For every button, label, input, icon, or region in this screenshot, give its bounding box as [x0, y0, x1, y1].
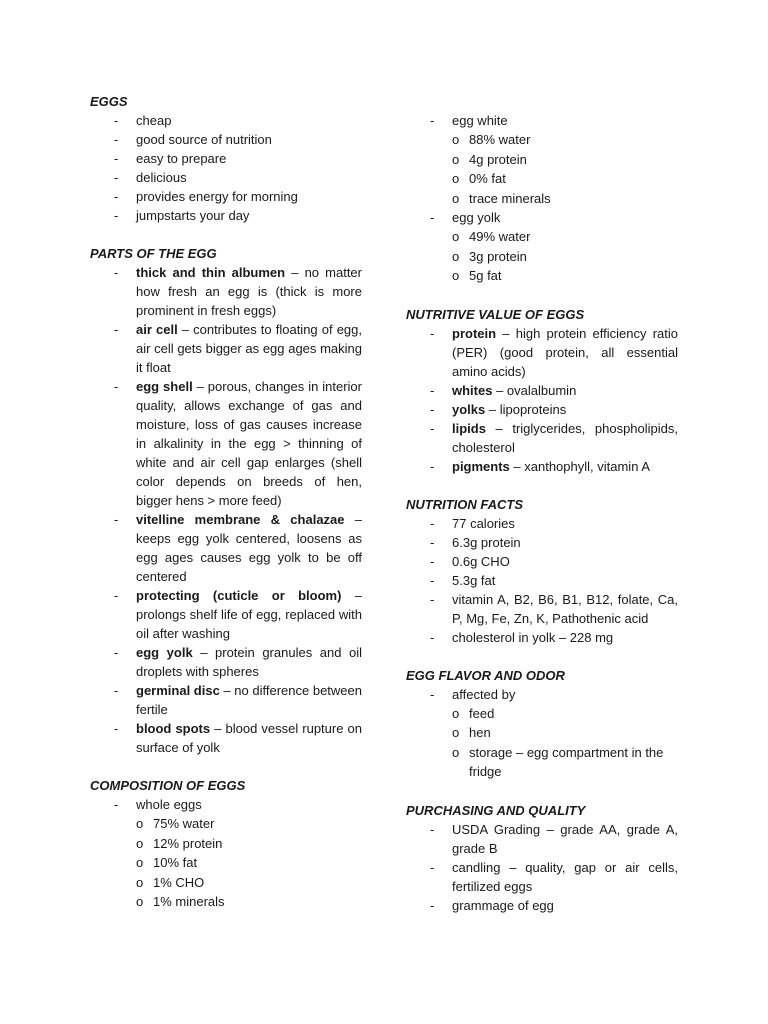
sublist-item: o 49% water: [452, 227, 678, 247]
definition: – no difference between fertile: [136, 683, 362, 717]
section-heading-nutritive: NUTRITIVE VALUE OF EGGS: [406, 306, 585, 322]
definition: – contributes to floating of egg, air cell gets bigger as egg ages making it float: [136, 322, 362, 375]
list-item: - candling – quality, gap or air cells, fertilized eggs: [406, 858, 678, 896]
parts-list: [90, 263, 362, 757]
list-item: - cheap: [90, 111, 362, 130]
item-label: affected by: [452, 686, 516, 702]
term: germinal disc: [136, 683, 220, 698]
sublist-item: o feed: [452, 704, 678, 724]
term: yolks: [452, 401, 486, 417]
composition-list: [90, 795, 362, 912]
list-item: - 0.6g CHO: [406, 552, 678, 571]
sublist-item: o 12% protein: [136, 834, 362, 854]
list-item: [90, 263, 362, 320]
sublist-item: o hen: [452, 723, 678, 743]
facts-list: [406, 514, 678, 647]
list-item: [406, 324, 678, 381]
list-item: - 5.3g fat: [406, 571, 678, 590]
list-item: [406, 208, 678, 286]
definition: – prolongs shelf life of egg, replaced with oil after washing: [136, 588, 362, 641]
term: egg yolk: [136, 645, 193, 660]
sublist-item: o storage – egg compartment in the fridge: [452, 743, 678, 782]
sublist-item: o 1% CHO: [136, 873, 362, 893]
list-item: [90, 320, 362, 377]
list-item: [406, 685, 678, 782]
definition: – triglycerides, phospholipids, cholesterol: [452, 420, 678, 455]
spacer: [406, 476, 678, 495]
list-item: - 6.3g protein: [406, 533, 678, 552]
spacer: [406, 286, 678, 305]
left-column: [90, 92, 362, 912]
definition: – no matter how fresh an egg is (thick is more prominent in fresh eggs): [136, 265, 362, 318]
list-item: [90, 643, 362, 681]
term: lipids: [452, 420, 486, 436]
definition: – xanthophyll, vitamin A: [509, 458, 650, 474]
term: protein: [452, 325, 497, 341]
list-item: - jumpstarts your day: [90, 206, 362, 225]
definition: – porous, changes in interior quality, allows exchange of gas and moisture, loss of gas causes increase in alkalinity in the egg > thinning of white and air cell gap enlarges (shell color depends on breeds of hen, bigger hens > more feed): [136, 379, 362, 508]
composition-sublist: [136, 814, 362, 912]
list-item: [90, 795, 362, 912]
section-heading-facts: NUTRITION FACTS: [406, 496, 523, 512]
flavor-sublist: [452, 704, 678, 782]
definition: – keeps egg yolk centered, loosens as egg ages causes egg yolk to be off centered: [136, 512, 362, 584]
spacer: [406, 647, 678, 666]
sublist-item: o 4g protein: [452, 150, 678, 170]
list-item: - cholesterol in yolk – 228 mg: [406, 628, 678, 647]
definition: – high protein efficiency ratio (PER) (good protein, all essential amino acids): [452, 325, 678, 379]
sublist-item: o 5g fat: [452, 266, 678, 286]
list-item: [406, 457, 678, 476]
list-item: [406, 419, 678, 457]
list-item: [90, 681, 362, 719]
term: air cell: [136, 322, 178, 337]
section-heading-purchasing: PURCHASING AND QUALITY: [406, 802, 586, 818]
eggs-list: [90, 111, 362, 225]
definition: – blood vessel rupture on surface of yolk: [136, 721, 362, 755]
sublist-item: o 75% water: [136, 814, 362, 834]
sublist-item: o 3g protein: [452, 247, 678, 267]
list-item: - delicious: [90, 168, 362, 187]
definition: – protein granules and oil droplets with spheres: [136, 645, 362, 679]
right-column: [406, 111, 678, 915]
term: egg shell: [136, 379, 193, 394]
term: thick and thin albumen: [136, 265, 286, 280]
term: whites: [452, 382, 493, 398]
list-item: [90, 719, 362, 757]
list-item: - easy to prepare: [90, 149, 362, 168]
spacer: [90, 757, 362, 776]
sublist-item: o 0% fat: [452, 169, 678, 189]
list-item: [90, 377, 362, 510]
egg-white-sublist: [452, 130, 678, 208]
list-item: - vitamin A, B2, B6, B1, B12, folate, Ca, P, Mg, Fe, Zn, K, Pathothenic acid: [406, 590, 678, 628]
item-label: whole eggs: [136, 797, 202, 812]
list-item: - provides energy for morning: [90, 187, 362, 206]
sublist-item: o 1% minerals: [136, 892, 362, 912]
definition: – ovalalbumin: [492, 382, 577, 398]
term: pigments: [452, 458, 510, 474]
spacer: [90, 225, 362, 244]
egg-parts-composition-list: [406, 111, 678, 286]
term: blood spots: [136, 721, 211, 736]
list-item: - USDA Grading – grade AA, grade A, grade B: [406, 820, 678, 858]
section-heading-composition: COMPOSITION OF EGGS: [90, 778, 246, 793]
list-item: - grammage of egg: [406, 896, 678, 915]
list-item: [90, 586, 362, 643]
section-heading-parts: PARTS OF THE EGG: [90, 246, 217, 261]
term: vitelline membrane & chalazae: [136, 512, 345, 527]
sublist-item: o 10% fat: [136, 853, 362, 873]
list-item: - 77 calories: [406, 514, 678, 533]
sublist-item: o 88% water: [452, 130, 678, 150]
flavor-list: [406, 685, 678, 782]
spacer: [406, 782, 678, 801]
nutritive-list: [406, 324, 678, 476]
list-item: [406, 381, 678, 400]
item-label: egg yolk: [452, 210, 501, 225]
section-heading-flavor: EGG FLAVOR AND ODOR: [406, 667, 565, 683]
purchasing-list: [406, 820, 678, 915]
egg-yolk-sublist: [452, 227, 678, 286]
section-heading-eggs: EGGS: [90, 94, 128, 109]
term: protecting (cuticle or bloom): [136, 588, 342, 603]
definition: – lipoproteins: [485, 401, 567, 417]
item-label: egg white: [452, 113, 508, 128]
list-item: [406, 400, 678, 419]
list-item: [90, 510, 362, 586]
list-item: [406, 111, 678, 208]
list-item: - good source of nutrition: [90, 130, 362, 149]
sublist-item: o trace minerals: [452, 189, 678, 209]
